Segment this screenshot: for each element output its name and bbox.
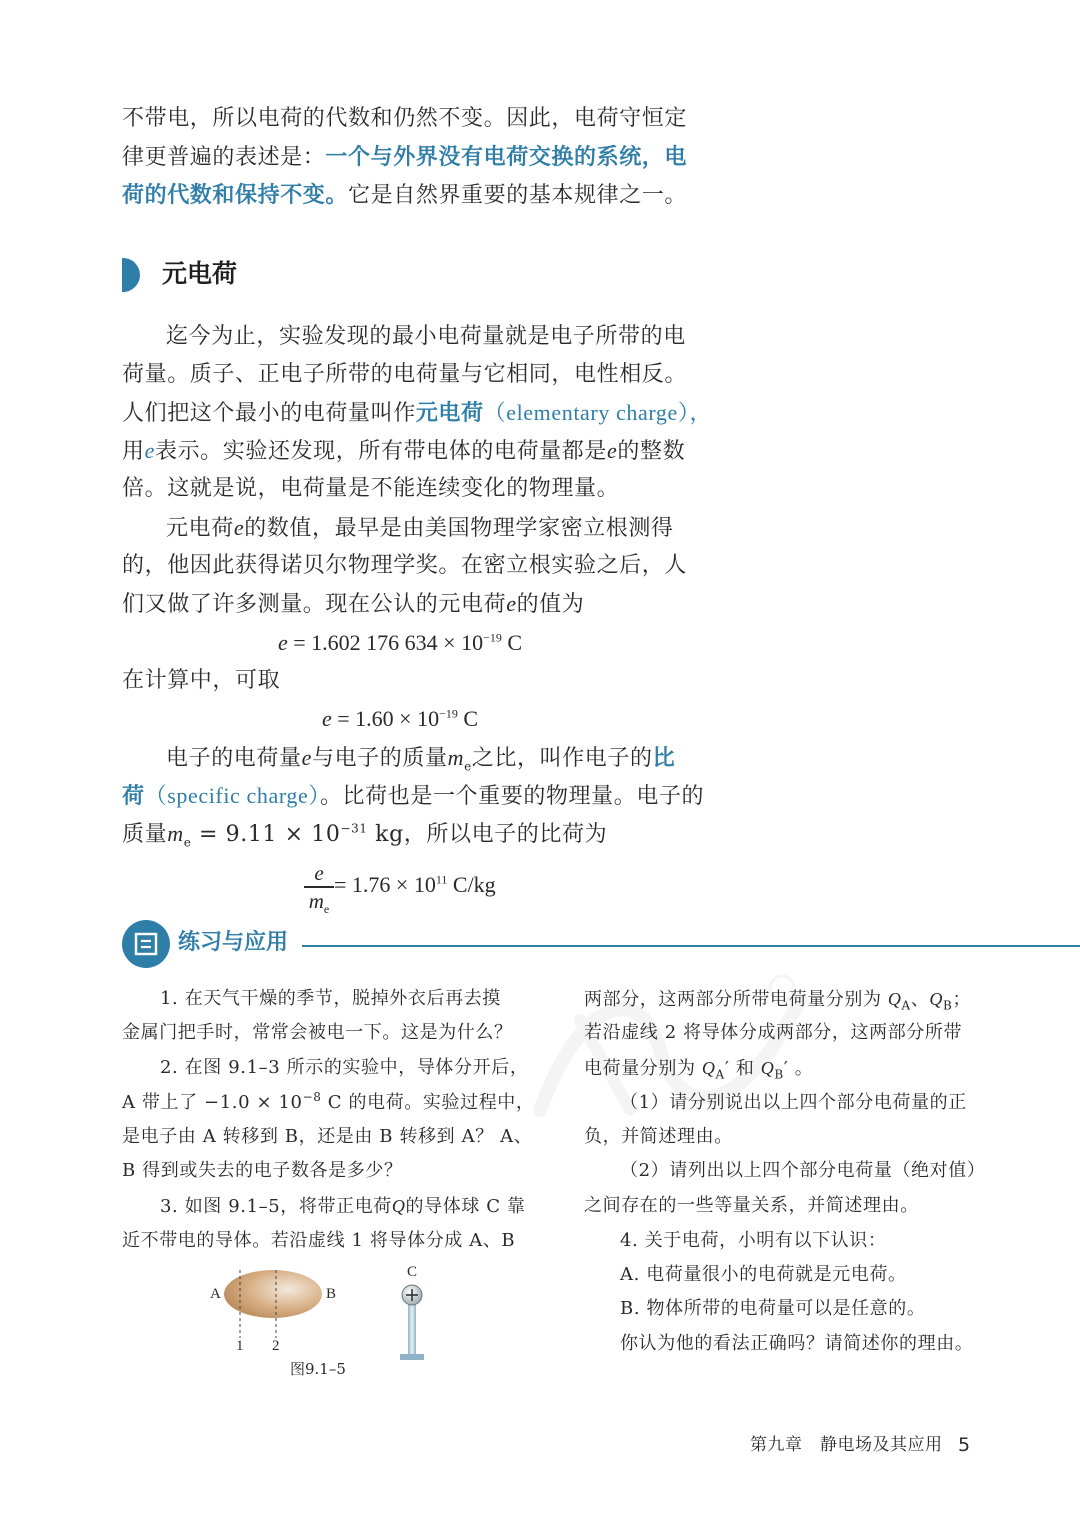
ex-q4-line1: 4. 关于电荷，小明有以下认识： xyxy=(620,1230,887,1251)
para2-line3: 人们把这个最小的电荷量叫作元电荷（elementary charge）， xyxy=(122,400,713,426)
para4-line1: 电子的电荷量e与电子的质量$m_e$之比，叫作电子的比 xyxy=(166,745,676,774)
term-elementary-charge-en: （elementary charge）， xyxy=(483,400,713,425)
figure-caption: 图9.1–5 xyxy=(290,1360,346,1378)
fig-label-2: 2 xyxy=(272,1338,280,1354)
page-number: 5 xyxy=(958,1434,971,1456)
ex-r-line5: 负，并简述理由。 xyxy=(584,1126,733,1147)
conservation-statement: 一个与外界没有电荷交换的系统，电 xyxy=(325,145,688,170)
stand-base xyxy=(400,1354,424,1360)
ex-q1-line1: 1. 在天气干燥的季节，脱掉外衣后再去摸 xyxy=(160,988,501,1009)
ex-q1-line2: 金属门把手时，常常会被电一下。这是为什么？ xyxy=(122,1022,513,1043)
ex-r-line7: 之间存在的一些等量关系，并简述理由。 xyxy=(584,1195,919,1216)
calc-line: 在计算中，可取 xyxy=(122,668,281,693)
para2-line1: 迄今为止，实验发现的最小电荷量就是电子所带的电 xyxy=(166,324,686,349)
formula-specific-charge-value: = $1.76 \times 10^{11}$ C/kg xyxy=(334,872,496,897)
term-specific-charge: 比 xyxy=(652,746,676,771)
exercises-heading xyxy=(122,918,1080,974)
fig-label-c: C xyxy=(407,1264,418,1280)
fig-label-a: A xyxy=(210,1286,221,1302)
para2-line2: 荷量。质子、正电子所带的电荷量与它相同，电性相反。 xyxy=(122,362,688,387)
para4-line3: 质量$m_e = 9.11 \times 10^{-31}$ kg，所以电子的比荷为 xyxy=(122,821,608,850)
section-marker-icon xyxy=(122,258,140,292)
term-elementary-charge: 元电荷 xyxy=(415,401,484,426)
ex-r-line3: 电荷量分别为 $Q_A'$ 和 $Q_B'$ 。 xyxy=(584,1058,814,1082)
ex-r-line2: 若沿虚线 2 将导体分成两部分，这两部分所带 xyxy=(584,1022,963,1043)
fig-label-b: B xyxy=(326,1286,337,1302)
para2-line5: 倍。这就是说，电荷量是不能连续变化的物理量。 xyxy=(122,476,620,501)
ex-r-line6: （2）请列出以上四个部分电荷量（绝对值） xyxy=(620,1160,986,1181)
exercises-title: 练习与应用 xyxy=(178,930,289,955)
ex-q2-line4: B 得到或失去的电子数各是多少？ xyxy=(122,1160,403,1181)
para1-line3: 荷的代数和保持不变。它是自然界重要的基本规律之一。 xyxy=(122,183,688,208)
uncharged-conductor xyxy=(224,1270,322,1318)
ex-q3-line1: 3. 如图 9.1–5，将带正电荷Q的导体球 C 靠 xyxy=(160,1196,526,1217)
footer-chapter: 第九章 静电场及其应用 xyxy=(750,1435,943,1455)
para4-line2: 荷（specific charge）。比荷也是一个重要的物理量。电子的 xyxy=(122,783,705,809)
para1-line2: 律更普遍的表述是：一个与外界没有电荷交换的系统，电 xyxy=(122,145,688,170)
conservation-statement-end: 荷的代数和保持不变。 xyxy=(122,183,349,208)
term-specific-charge-en: （specific charge） xyxy=(144,783,320,808)
section-title: 元电荷 xyxy=(162,259,238,288)
ex-q4-question: 你认为他的看法正确吗？请简述你的理由。 xyxy=(620,1333,974,1354)
ex-q3-line2: 近不带电的导体。若沿虚线 1 将导体分成 A、B xyxy=(122,1230,516,1251)
para3-line2: 的，他因此获得诺贝尔物理学奖。在密立根实验之后，人 xyxy=(122,553,688,578)
para3-line3: 们又做了许多测量。现在公认的元电荷e的值为 xyxy=(122,591,585,617)
ex-q4-option-b: B. 物体所带的电荷量可以是任意的。 xyxy=(620,1298,926,1319)
fig-label-1: 1 xyxy=(236,1338,244,1354)
formula-specific-charge-fraction: e $m_e$ xyxy=(304,862,334,912)
formula-elementary-charge-approx: $e = 1.60 \times 10^{-19}$ C xyxy=(322,706,479,731)
insulating-stand xyxy=(408,1302,416,1356)
exercises-rule xyxy=(302,945,1080,947)
ex-r-line1: 两部分，这两部分所带电荷量分别为 $Q_A$、$Q_B$； xyxy=(584,989,972,1013)
ex-q2-line1: 2. 在图 9.1–3 所示的实验中，导体分开后， xyxy=(160,1057,529,1078)
para1-line1: 不带电，所以电荷的代数和仍然不变。因此，电荷守恒定 xyxy=(122,106,688,131)
ex-q2-line3: 是电子由 A 转移到 B，还是由 B 转移到 A？ A、 xyxy=(122,1126,533,1147)
ex-r-line4: （1）请分别说出以上四个部分电荷量的正 xyxy=(620,1092,967,1113)
para2-line4: 用e表示。实验还发现，所有带电体的电荷量都是e的整数 xyxy=(122,438,686,464)
formula-elementary-charge-exact: e = 1.602 176 $634 \times 10^{-19}$ C xyxy=(278,630,523,655)
ex-q2-line2: A 带上了 $-1.0 \times 10^{-8}$ C 的电荷。实验过程中， xyxy=(122,1090,535,1113)
exercise-book-icon xyxy=(122,920,170,968)
figure-conductor-and-ball xyxy=(200,1262,450,1387)
ex-q4-option-a: A. 电荷量很小的电荷就是元电荷。 xyxy=(620,1264,907,1285)
para3-line1: 元电荷e的数值，最早是由美国物理学家密立根测得 xyxy=(166,515,674,541)
